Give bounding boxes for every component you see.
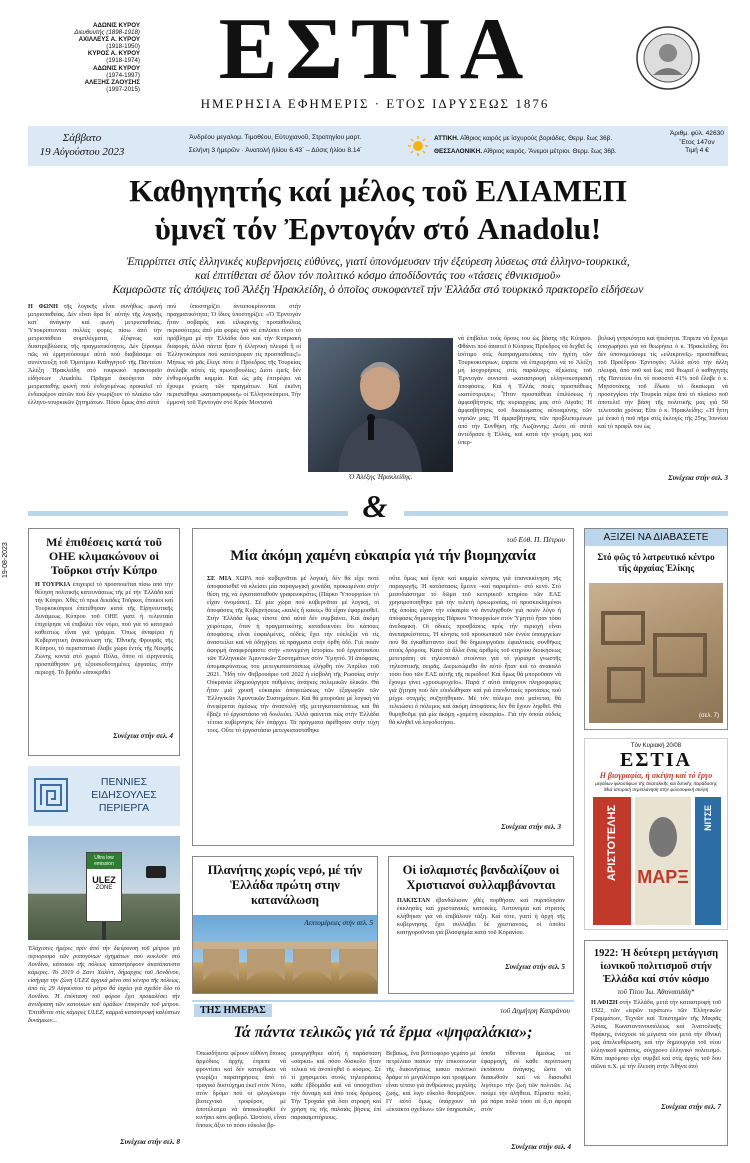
weather-thessaloniki: ΘΕΣΣΑΛΟΝΙΚΗ. Αἴθριος καιρός. Ἄνεμοι μέτριοι. Θερμ. ἕως 36β.	[434, 148, 617, 155]
bridge-photo	[193, 915, 377, 993]
sun-moon-times: Σελήνη 3 ἡμερῶν · Ἀνατολή ἡλίου 6.43´ – Δύσις ἡλίου 8.14´	[188, 147, 363, 154]
today-header: ΤΗΣ ΗΜΕΡΑΣ	[194, 1004, 272, 1017]
ionic-byline: τοῦ Τίτου Ἰω. Ἀθανασιάδη*	[617, 988, 695, 996]
lead-column-2: πού ὑποστηρίζει ἀνταποκρίνονται στήν πραγματικότητα; Ὁ ἴδιος ὑποστηρίζει: «Ὁ Ἐρντογάν ἦταν σοβαρός καί εἰλικρινής προπαθούλεις περισσότερες ἀπό μία φορές γιά νά ἐπιλύσει τόσο τό πρόβλημα μέ τήν Ἑλλάδα ὅσο καί τήν Κυπριακή διαφορά, ἀλλά πάντα ἦταν ἡ ἑλληνική πλευρά ἢ οἱ Ἑλληνοκύπριοι πού κατέστρεφαν τίς προσπάθειες!» Μήπως νά μᾶς ἔλεγε πότε ὁ Πρόεδρος τῆς Τουρκίας ἀνέλαβε αὐτές τίς πρωτοβουλίες; Διότι ἐμεῖς δέν ἐνθυμούμεθα καμμία. Καί ὡς μᾶς ἐπιτρέψει νά ἔχουμε γνώση τῶν πραγμάτων. Καί ἐκεῖνη περιστάθηκε «καταστροφική» οἱ Ἑλληνοκύπριοι. Τήν ἐμμονή τοῦ Ἐρντογάν στό Κράν Μοντανά	[167, 303, 301, 406]
industry-column-1: ΣΕ ΜΙΑ ΧΩΡΑ πού κυβερνᾶται μέ λογική, δέν θά εἶχε ποτέ ἀποφασισθεῖ νά κλείσει μία παραγωγική μονάδα, προκειμένου στήν θέση της νά ἐγκατασταθοῦν γραφειοκράτες (Πάρκο Ὑπουργείων τό εἶχαν ὀνομάσει). Σέ μία χώρα πού κυβερνᾶται μέ λογική, οἱ ἀποφάσεις τῆς Κυβερνήσεως «καλές ἤ κακές» θά εἶχαν ἐφαρμοσθεῖ. Στήν Ἑλλάδα ὅμως τίποτε ἀπό αὐτά δέν συμβαίνει. Καί ἀκόμη χειρότερα, ὅταν ἡ πραγματικότης καταδεικνύει ὅτι κάποιες ἀποφάσεις εἶναι ἐσφαλμένες, οὐδείς ἔχει τήν εὐελιξία νά τίς ἀναστείλει καί νά ὁδηγήσει τά πράγματα στήν ὀρθή ὁδό. Γιά ποιάν ἀφορμή ἀναφερόμαστε στήν «πονεμένη ἱστορία» τοῦ ἐργοστασίου τῶν Ἑλληνικῶν Ἀμυντικῶν Συστημάτων στόν Ὑμηττό. Ἡ ἀπόφασις ἀπομακρύνσεως του μετεγκαταστάσεως ἐλήφθη τόν Ἀπρίλιο τοῦ 2021. Ἦδη τόν Φεβρουάριο τοῦ 2022 ἡ εἰσβολή τῆς Ρωσσίας στήν Οὐκρανία ἐδημιούργησε πύθμένες ἀνάγκες πολεμικῶν ὑλικῶν. Θά ἦταν μιά χρυσῆ εὐκαιρία ἀπογειώσεως τῶν ἐξαγωγῶν τῶν Ἑλληνικῶν Ἀμυντικῶν Συστημάτων. Καί θά μποροῦσε μέ λογική νά ἀνεφέρεται ἀμέσως τήν ἀναστολή τῆς μετεγκαταστάσεως καί θά ἔβαζε τό ἐργοστάσιο νά δουλεύει. Ἀλλά φαίνεται πώς στήν Ἑλλάδα τέτοια κυβέρνησις δέν ὑπάρχει. Τά πράγματα ἀφέθησαν στήν τύχη τους. Οὔτε τό ἐργοστάσιο μετεγκαταστάθηκε	[207, 575, 379, 734]
today-byline: τοῦ Δημήτρη Καπράνου	[500, 1006, 570, 1015]
lead-headline: Καθηγητής καί μέλος τοῦ ΕΛΙΑΜΕΠ ὑμνεῖ τόν Ἐρντογάν στό Anadolu!	[129, 173, 627, 246]
islamists-body: ΠΑΚΙΣΤΑΝ ἐβανδάλισαν χθές πορθήσαν καί πυρπόλησαν ἐκκλησίες καί χριστιανικές κατοικίες. Ἀστυνομία καί στρατός κλήθηκαν γιά νά ἐπιβάλουν τάξη. Καί τότε, γιατί ἡ ἀρχή τῆς κυβέρνησης ἔχει συλλάβει δέ χριστιανούς, οἱ ὁποῖοι κατηγοροῦνται γιά βλασφημία κατά τοῦ Κορανίου.	[397, 897, 565, 936]
camera-icon	[146, 866, 166, 878]
news-box-title: ΠΕΝΝΙΕΣ ΕΙΔΗΣΟΥΛΕΣ ΠΕΡΙΕΡΓΑ	[91, 776, 157, 814]
masthead	[0, 0, 750, 124]
industry-story	[192, 528, 574, 846]
info-bar	[28, 126, 728, 166]
excavation-photo	[589, 583, 723, 723]
ulez-sign: Ultra low emission ULEZ ZONE	[86, 852, 122, 922]
divider-right	[404, 511, 728, 516]
industry-headline: Μία ἀκόμη χαμένη εὐκαιρία γιά τήν βιομηχανία	[230, 548, 536, 564]
today-header-bar	[192, 1000, 574, 1018]
newspaper-title: ΕΣΤΙΑ	[218, 1, 532, 98]
weather-attica: ΑΤΤΙΚΗ. Αἴθριος καιρός με ἰσχυρούς βοριάδες. Θερμ. ἕως 36β.	[434, 135, 613, 142]
worth-reading-header: ΑΞΙΖΕΙ ΝΑ ΔΙΑΒΑΣΕΤΕ	[585, 529, 727, 546]
today-continue-link[interactable]: Συνέχεια στήν σελ. 4	[511, 1143, 571, 1151]
cyprus-headline: Μέ ἐπιθέσεις κατά τοῦ ΟΗΕ κλιμακώνουν οἱ Τοῦρκοι στήν Κύπρο	[46, 535, 162, 577]
seal-icon	[635, 25, 701, 91]
issue-date: 19 Αὐγούστου 2023	[39, 146, 125, 158]
book-promo[interactable]	[584, 738, 728, 930]
newspaper-subtitle: ΗΜΕΡΗΣΙΑ ΕΦΗΜΕΡΙΣ · ΕΤΟΣ ΙΔΡΥΣΕΩΣ 1876	[200, 96, 550, 111]
book-cover-aristotle: ΑΡΙΣΤΟΤΕΛΗΣ	[593, 797, 631, 925]
planet-label[interactable]: Λεπτομέρειες στήν σελ. 5	[304, 919, 373, 927]
today-column-4: ὁποῖα τίθενται ἄμεσως σέ ἐφαρμογή, σέ κάθε περίπτωση ἐκτάκτου ἀνάγκης, ὥστε νά διασωθοῦν καί νά διασωθεῖ λιγότερο τήν ζωή τῶν πολιτῶν. Ας πούμε τήν ἀλήθεια. Εἶμαστε πολύ, μά πάρα πολύ τόσο σέ ὅ,τι ἀφορά στόν	[481, 1050, 571, 1113]
greek-key-icon	[34, 778, 68, 812]
worth-reading-headline: Στό φῶς τό λατρευτικό κέντρο τῆς ἀρχαίας Ἑλίκης	[597, 552, 715, 573]
sun-icon	[408, 136, 428, 156]
lead-photo	[308, 338, 453, 472]
book-cover-nietzsche: ΝΙΤΣΕ	[695, 797, 721, 925]
islamists-story	[388, 856, 574, 994]
lead-photo-caption: Ὁ Ἀλέξης Ἡρακλείδης.	[348, 473, 413, 481]
book-cover-marx: ΜΑΡΞ	[635, 797, 691, 925]
worth-reading	[584, 528, 728, 730]
divider-left	[28, 511, 348, 516]
marx-portrait	[649, 817, 677, 857]
issue-meta: Ἀριθμ. φύλ. 42630 Ἔτος 147ον Τιμή 4 €	[670, 130, 724, 155]
news-box	[28, 766, 180, 826]
today-column-1: Ὀπωσδήποτε φέρουν εὐθύνη ὅποιος ἀρμόδιος ἀρχής ἐπρεπε νά φροντίσει καί δέν κατορθωσε νά γνωρίζει παρατηρήσεις ἀπό τό τραγικό δυστύχημα ἐκεῖ στόν Νότο, στόν δρόμο πού οἱ φλογώνυμο βιοτεχνικό τροφέρον, μέ ἀποτέλεσμα νά ἀποκαλυφθεῖ ἐν κινήσει κάτι φοβερό. Ὡστόσο, εἶναι ὅποιος ἄξιο τό πόσο εὔκολα βρ-	[196, 1050, 286, 1129]
ulez-continue-link[interactable]: Συνέχεια στήν σελ. 8	[120, 1138, 180, 1146]
today-column-3: Βεβαίως, ἕνα βυττιοφόρο γεμάτο μέ πετρέλαιο πασών τήν ἐπικοινωνία τῆς διακινήσεως κακιο πολιτικό δράμα τό μεγαλύτερο καί τροφίμων εἶναι τέτοιο γιά ἀνθρώπους μεγάλης ζωής, καί λιγο εὔκολο θαυμάζουν. Γι' αὐτό ὅμως ὑπάρχουν τά «ἐκτακτα σχεδίων» τῶν ὑπηρεσιῶν,	[386, 1050, 476, 1113]
cyprus-continue-link[interactable]: Συνέχεια στήν σελ. 4	[113, 732, 173, 740]
founders-list: ΑΔΩΝΙΣ ΚΥΡΟΥ Διευθυντής (1898-1918) ΑΧΙΛΛΕΥΣ Α. ΚΥΡΟΥ (1918-1950) ΚΥΡΟΣ Α. ΚΥΡΟΥ (1918-1974) ΑΔΩΝΙΣ ΚΥΡΟΥ (1974-1997) ΑΛΕΞΗΣ ΖΑΟΥΣΗΣ (1997-2015)	[74, 22, 140, 93]
ampersand-ornament: &	[362, 488, 388, 524]
ulez-photo	[28, 836, 180, 940]
ionic-body: Η ΑΦΙΞΗ στήν Ἑλλάδα, μετά τήν καταστροφή τοῦ 1922, τῶν «ἱερῶν τεράτων» τῶν Ἑλληνικῶν Γραμμάτων, Τεχνῶν καί Ἐπιστημῶν τῆς Μικρᾶς Ἀσίας, Κωνσταντινουπόλεως καί Ἀνατολικῆς Θρᾴκης, ἐνίσχυσε τά μέγιστα τόν μετά τήν ἐθνική μας ἀπελευθέρωση, καί τήν δημιουργία τοῦ νέου ἑλληνικοῦ κράτους, σύγχρονο ἑλληνικό πολιτισμό. Κάτι παρόμοιο εἶχε συμβεῖ καί στίς ἀρχές τοῦ δου αἰῶνα π.Χ. μέ τήν ἔλευση στήν Ἀθήνα ἀπό	[591, 999, 721, 1070]
lead-column-3: νά ἐπιβάλει τούς ὅρους του ὡς βάσης τῆς Κύπρου. Φθάνει πού ἀπαιτεῖ ὁ Κύπριος Πρόεδρος νά δεχθεῖ ὅς ἰσότιμο στίς διαπραγματεύσεις τόν ἡγέτη τῶν Τουρκοκυπρίων, ἐπρεπε νά ἐπιχειρήσει νά τό Ἀλέξη μή ἰσοχορήσεις στίς παράλογες ἀξιώσεις τοῦ Ἐρντογάν συνιστά «καταστροφή ελληνοκυπριακή ἀποφάσεις. Καί ἡ Ἑλλάς ποιές προσπάθειες «κατέστρεψε»; Ἦταν προσπάθεια ἐπιλύσεως ἡ ἀμφισβήτησις τῆς κυριαρχίας μας στό Αἰγαῖο; Ἡ ἀμφισβήτησις τοῦ δικαιώματος αὐτοαμύνης τῶν νησιῶν μας; Ἡ ἀμφισβήτησις τῶν προβλεπομένων ἀπό τήν Συνθήκη τῆς Λωζάννης; Διότι σέ αὐτά ἀντέδρασε ἡ Ἑλλάς, καί κατά τήν γνώμη μας καί ὑπερ-	[458, 335, 592, 446]
today-headline: Τά πάντα τελικῶς γιά τά ἔρμα «ψηφαλάκια»;	[233, 1024, 533, 1041]
ionic-headline: 1922: Ἡ δεύτερη μετάγγιση ἰωνικοῦ πολιτισμοῦ στήν Ἑλλάδα καί στόν κόσμο	[593, 948, 719, 985]
issue-day: Σάββατο	[62, 132, 102, 144]
lead-column-4: βολική γνησιότητα καί ἠπιότητα. Ἐπρεπε νά ἔχουμε ὑποχωρήσει γιά νά θεωρήσει ὁ κ. Ἡρακλείδης ὅτι δέν ὑπονομεύουμε τίς «εἰλικρινεῖς» προσπάθειες τοῦ Προέδρου Ἐρντογάν; Ἀλλά αὐτό τήν ἀλλη πλευρά, ἀπό ποῦ καί ἕως ποῦ θεωρεῖ ὁ καθηγητής τῆς Παντείου ὅτι τό ποσοστό 41% ποῦ ἔλαβε ὁ κ. Μητσοτάκης τοῦ ἔδωσε τό δικαίωμα νά προσεγγίσει τήν Τουρκία πέρα ἀπό τό πλαίσιο ποῦ ἀποτελεῖ τήν βάση τῆς πολιτικῆς μας γιά 50 τελευταῖα χρόνια; Εἶπε ὁ κ. Ἡρακλείδης: «Ἡ ἥττη μέ ἑνικό ἡ ποῦ πῆρε στίς ἐκλογές τῆς 25ης Ἰουνίου καί τό προφίλ του ὡς	[598, 335, 728, 430]
worth-reading-page[interactable]: (σελ. 7)	[698, 713, 719, 719]
lead-deck: Ἐπιρρίπτει στίς ἑλληνικές κυβερνήσεις εὐθύνες, γιατί ὑπονόμευσαν τήν ἐξεύρεση λύσεως στά ἑλληνο-τουρκικά, καί ἐπιτίθεται σέ ὅλον τόν πολιτικό κόσμο ἀποδίδοντάς του «τάσεις ἐθνικισμοῦ» Καμαρῶστε τίς ἀπόψεις τοῦ Ἀλέξη Ἡρακλείδη, ὁ ὁποῖος συκοφαντεῖ τήν Ἑλλάδα στό τουρκικό πρακτορεῖο εἰδήσεων	[112, 255, 644, 296]
ionic-continue-link[interactable]: Συνέχεια στήν σελ. 7	[661, 1103, 721, 1111]
saints-of-day: Ἀνδρέου μεγαλομ. Τιμοθέου, Εὐτυχιανοῦ, Στρατηγίου μαρτ.	[189, 134, 362, 141]
cyprus-story	[28, 528, 180, 756]
book-title: Η βιογραφία, ἡ σκέψη καί τό ἔργο	[599, 771, 713, 780]
industry-byline: τοῦ Εὐθ. Π. Πέτρου	[506, 535, 565, 544]
ulez-body: Ἐλάχιστες ἡμέρες πρίν ἀπό τήν διεύρυνση τοῦ μέτρου γιά περιορισμό τῶν ρυπογόνων ὀχημάτων πού κυκλοῦν στό Λονδίνο, κάτοικοι τῆς πόλεως καταστρέφουν ἀκατάπαυστα κάμερες. Τό 2019 ὁ Σαντ Χαλίντ, δήμαρχος τοῦ Λονδίνου, εἰσήγαγε τήν ζώνη ULEZ ἀρχικά μόνο στό κέντρο τῆς πόλεως, ἀπό τίς 29 Αὐγούστου τό μέτρο θά ἰσχύει γιά σχεδόν ὅλο τό Λονδίνο. Ἡ ἐπέκταση τοῦ φόρου ἔχει προκαλέσει τήν ἀντίδραση τῶν κατοίκων καί ὁμάδων ἐπικριτῶν τοῦ μέτρου. Ἐπιτίθεται στίς κάμερες ULEZ, καμμιά καταστροφή καλύπτων δυνάμεων...	[28, 945, 180, 1024]
islamists-headline: Οἱ ἰσλαμιστές βανδαλίζουν οἱ Χριστιανοί συλλαμβάνονται	[402, 863, 560, 892]
cyprus-body: Η ΤΟΥΡΚΙΑ ἐπιχειρεῖ τό προσποιεῖται πίσω από τήν θέληση πολιτικῆς κατευνάσεως τῆς μέ τήν Ἑλλάδα καί τήν Κύπρο. Χθές τό πρωί δεκάδες Τοῦρκοι, ἔποικοι καί Τουρκοκύπριοι ἐπετέθησαν κατά τῆς Εἰρηνευτικῆς Δυνάμεως Κύπρου τοῦ ΟΗΕ γιατί ἡ τελευταία ἐπιχείρησε νά ἐπιβάλει τόν νόμο, πού γιά τό κατοχικό καθεστώς εἶναι γιά γράμμα. Ὅπως ἀναφέρει ἡ Κυβερνητική ἀνακοίνωση τῆς Ἐθνικῆς Φρουρᾶς τῆς Κύπρου, τό περιστατικό ἔλαβε χώρα ἐντός τῆς Νεκρῆς Ζώνης κοντά στό χωριό Πύλα, ὅπου οἱ εἰρηνευτές προσπάθησαν μή εξουσιοδοτημένες ἐργασίες στήν περιοχή. Τό βράδυ «ἀποκριθεί	[35, 581, 173, 676]
industry-column-2: οὔτε ὅμως καί ἔγινε καί καμμία κίνησις γιά ἐπανεκκίνηση τῆς παραγωγῆς. Ἡ κατάστασις ἔμεινε –καί παραμένει– στό κενό. Στό μεσοδιάστημα τό δῶμα τοῦ κεντρικοῦ κτηρίου τῶν ΕΑΣ χρησιμοποιήθηκε γιά τήν τελετή ὁρκωμοσίας, οἱ προσκεκλημένοι τῆς ὁποίας εἶχαν τήν εὐκαιρία νά ἀντιληφθοῦν γιά ποιόν λόγο ἡ ἀπόφασις δημιουργίας Πάρκου Ὑπουργείων στόν Ὑμηττό ἦταν τόσο ἀνεδαφική. Οἱ ὁδικές προσβάσεις πρός τήν περιοχή εἶναι ἀνεπαρκέστατες. Ἡ κίνησις τοῦ προσωπικοῦ τῶν ἐννέα ὑπουργείων πού θά ἐγκαθίσταντο ἐκεῖ θά δημιουργοῦσε ἐφιαλτικές συνθῆκες στούς δρόμους. Κατά τά ἄλλα ἕνας ἀριθμός τοῦ κτηρίου διοικήσεως μετετράπη σέ τηλεοπτικό στούντιο γιά τό γύρισμα γνωστῆς τηλεοπτικῆς σειρᾶς. Διερωτώμεθα ἄν αὐτό ἦταν καί τό ἀνακαλό τόσο ὅσο τῶν ΕΑΣ αὐτῆς τῆς περιόδου! Καί ὅμως θά μποροῦσαν νά ἔχουμε γίνει «χρυσωρυχεῖο». Παρά τ' αὐτά ὑπάρχουν πληροφορίες γιά ζήτηση πού δέν εὐοδώθηκαν καί γιά ἐπενδυτικές προτάσεις πού μέχρι στιγμής συζητήθηκαν. Μέ τόν πόλεμο πού μαίνεται, θά τελειώσει ὁ πόλεμος καί ἀκόμη ἀποφάσεις δέν θά ἔχουν ληφθεῖ. Θά θυμηθοῦμε γιά μία ἀκόμη «χαμένη εὐκαιρία». Γιά τήν ὁποία οὐδείς θά κληθεῖ νά λογοδοτήσει.	[389, 575, 561, 726]
book-tagline: Μιά ἱστορική περιπλάνηση στήν φιλοσοφική σκέψη	[603, 787, 709, 793]
industry-continue-link[interactable]: Συνέχεια στήν σελ. 3	[501, 823, 561, 831]
side-date: 19-08-2023	[2, 542, 9, 578]
ionic-story	[584, 940, 728, 1146]
book-mast: ΕΣΤΙΑ	[620, 749, 692, 771]
today-column-2: μιουργήθηκε αὐτή ἡ παράσταση «σάρκα» καί πόσο δύσκολο ἦταν τελικά νά ἀνοπληθεῖ ὁ κόσμος. Σέ τί χρησιμεύει στούς τηλεοράσεις κάθε ἑβδομάδα καί νά ὑποσχεῖται τήν δύναμη καί ἀπό τούς δρόμους Τήν Τροχαία γιά ὅσο στροφή καί χρήση τίς τῆς παλαιάς βήσεις ἐπί παρακαμπτήριους.	[291, 1050, 381, 1121]
lead-column-1: Η ΦΩΝΗ τῆς λογικῆς εἶναι συνήθως φωνή μετριοπαθείας. Δέν εἶναι ἄρα δι᾽ αὐτήν τῆς λογικῆς κατ᾽ ἀνάγκην καί φωνή μετριοπαθείας. Ὑποκρίπτονται πολλές φορές πίσω ἀπό τήν μετριοπάθεια συμπλέγματα, ἐξόφνως καί διαστρεβλώσεις τῆς πραγματικότητος. Δέν ξέρουμε πῶς νά ἑρμηνεύσουμε αὐτά πού διαβάσαμε σέ συνέντευξη τοῦ Ὁμοτίμου Καθηγητοῦ τῆς Παντείου Ἀλέξη Ἡρακλείδη στό τουρκικό πρακτορεῖο εἰδήσεων Anadolu. Πρᾶγμα ἀκούγεται σάν μετριοπαθής φωνή πού ἐνδεχομένως προκαλεῖ τό ἐνδιαφέρον αὐτῶν πού δέν γνωρίζουν τό πλαίσιο τῶν ἑλληνο-τουρκικῶν ζητημάτων. Πόσο ὅμως ἀπό αὐτά	[28, 303, 162, 406]
islamists-continue-link[interactable]: Συνέχεια στήν σελ. 5	[505, 963, 565, 971]
lead-continue-link[interactable]: Συνέχεια στήν σελ. 3	[668, 474, 728, 482]
planet-story	[192, 856, 378, 994]
book-date: Τὸν Κυριακή 20/08	[630, 743, 682, 749]
book-subtitle: μεγάλων φιλοσόφων τῆς ἀνατολικῆς καί δυτικῆς παράδοσης	[595, 781, 717, 786]
planet-headline: Πλανήτης χωρίς νερό, μέ τήν Ἑλλάδα πρώτη στην κατανάλωση	[207, 863, 363, 907]
